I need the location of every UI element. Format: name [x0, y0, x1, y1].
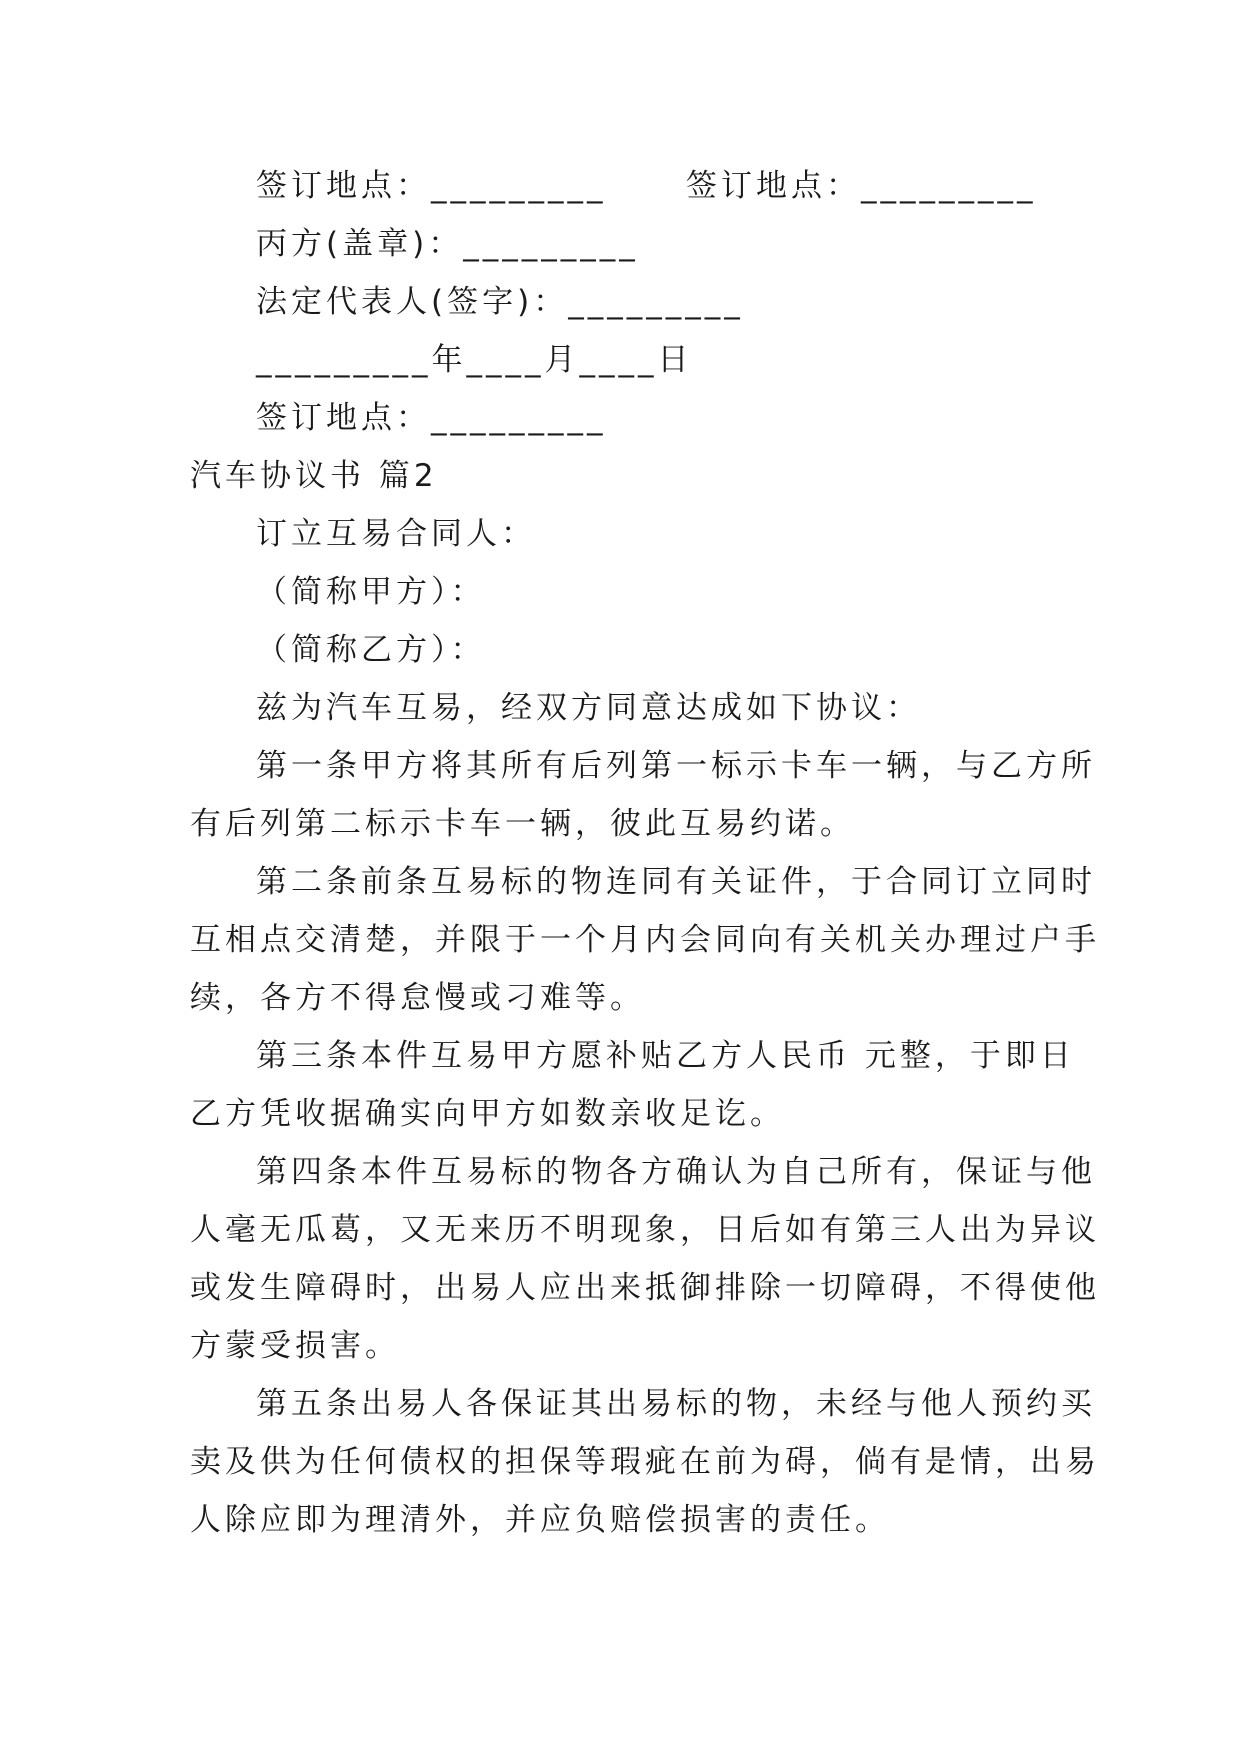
article-3-line-2: 乙方凭收据确实向甲方如数亲收足讫。 [190, 1096, 785, 1132]
section-title: 汽车协议书 篇2 [190, 458, 438, 494]
article-5-line-1: 第五条出易人各保证其出易标的物，未经与他人预约买 [256, 1386, 1096, 1422]
date-line: _________年____月____日 [256, 342, 693, 378]
signing-place-row [256, 166, 1126, 206]
article-2-line-3: 续，各方不得怠慢或刁难等。 [190, 980, 645, 1016]
article-5-line-2: 卖及供为任何债权的担保等瑕疵在前为碍，倘有是情，出易 [190, 1444, 1100, 1480]
article-4-line-3: 或发生障碍时，出易人应出来抵御排除一切障碍，不得使他 [190, 1270, 1100, 1306]
signing-place-right: 签订地点：_________ [686, 168, 1037, 204]
article-2-line-1: 第二条前条互易标的物连同有关证件，于合同订立同时 [256, 864, 1096, 900]
article-4-line-2: 人毫无瓜葛，又无来历不明现象，日后如有第三人出为异议 [190, 1212, 1100, 1248]
article-5-line-3: 人除应即为理清外，并应负赔偿损害的责任。 [190, 1502, 890, 1538]
article-4-line-4: 方蒙受损害。 [190, 1328, 400, 1364]
party-b-line: （简称乙方）： [256, 632, 486, 668]
agreement-statement: 兹为汽车互易，经双方同意达成如下协议： [256, 690, 921, 726]
party-c-seal-line: 丙方(盖章)：_________ [256, 226, 639, 262]
article-2-line-2: 互相点交清楚，并限于一个月内会同向有关机关办理过户手 [190, 922, 1100, 958]
article-1-line-2: 有后列第二标示卡车一辆，彼此互易约诺。 [190, 806, 855, 842]
party-a-line: （简称甲方）： [256, 574, 486, 610]
article-1-line-1: 第一条甲方将其所有后列第一标示卡车一辆，与乙方所 [256, 748, 1096, 784]
legal-representative-line: 法定代表人(签字)：_________ [256, 284, 744, 320]
article-3-line-1: 第三条本件互易甲方愿补贴乙方人民币 元整，于即日 [256, 1038, 1075, 1074]
article-4-line-1: 第四条本件互易标的物各方确认为自己所有，保证与他 [256, 1154, 1096, 1190]
signing-place-left: 签订地点：_________ [256, 168, 607, 204]
signing-place-line: 签订地点：_________ [256, 400, 607, 436]
parties-label: 订立互易合同人： [256, 516, 536, 552]
